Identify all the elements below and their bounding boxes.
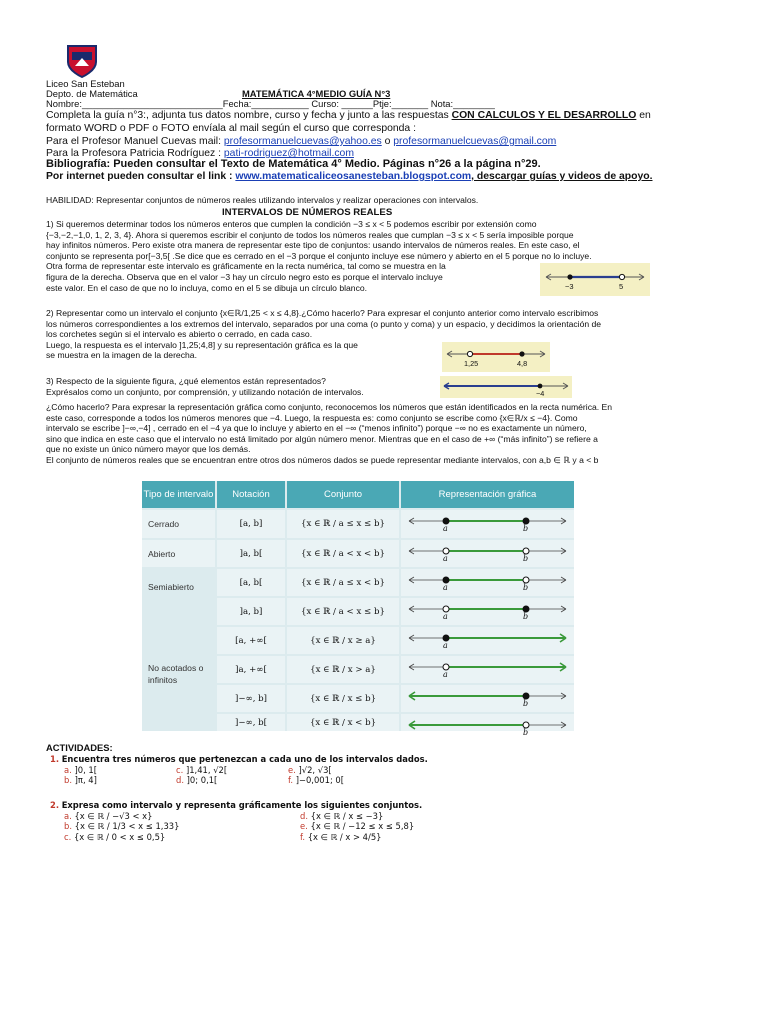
interval-graph — [401, 540, 574, 567]
notation-cell: ]−∞, b] — [217, 685, 285, 712]
interval-graph — [401, 598, 574, 625]
p2-line: se muestra en la imagen de la derecha. — [46, 350, 197, 361]
department: Depto. de Matemática — [46, 88, 138, 99]
p4-line: sino que indica en este caso que el intervalo no está limitado por algún número menor. Mientras que en el caso de +∞ (“más infinito”) se refiere a — [46, 433, 598, 444]
label-a: a — [443, 612, 448, 621]
intro-text: Completa la guía n°3:, adjunta tus datos nombre, curso y fecha y junto a las respuestas — [46, 110, 452, 121]
habilidad-label: HABILIDAD: — [46, 195, 94, 205]
p3-line: Exprésalos como un conjunto, por comprensión, y utilizando notación de intervalos. — [46, 386, 364, 397]
graph-cell — [401, 656, 574, 683]
p1-line: hay infinitos números. Pero existe otra manera de representar este tipo de conjuntos: usando intervalos de números reales. En este caso, el — [46, 240, 580, 251]
set-cell: {x ∈ ℝ / a < x < b} — [287, 540, 399, 567]
notation-cell: ]−∞, b[ — [217, 714, 285, 731]
intro-or: o — [381, 136, 394, 147]
item-text: {x ∈ ℝ / −12 ≤ x ≤ 5,8} — [310, 821, 415, 831]
interval-graph — [401, 627, 574, 654]
item-text: ]0; 0,1[ — [186, 775, 218, 785]
item-letter: e. — [288, 764, 296, 775]
item-letter: d. — [176, 775, 184, 785]
paragraph-3 — [46, 376, 364, 397]
item-text: {x ∈ ℝ / 0 < x ≤ 0,5} — [73, 831, 166, 842]
item-letter: a. — [64, 764, 72, 775]
set-cell: {x ∈ ℝ / x ≥ a} — [287, 627, 399, 654]
number-line-figure-3 — [440, 376, 572, 398]
label-a: a — [443, 583, 448, 592]
internet-suffix: , descargar guías y videos de apoyo. — [471, 171, 653, 182]
graph-cell — [401, 598, 574, 625]
item-letter: e. — [300, 821, 308, 831]
intro-emphasis: CON CALCULOS Y EL DESARROLLO — [451, 110, 637, 121]
item-text: ]0, 1[ — [74, 764, 97, 775]
graph-cell — [401, 714, 574, 737]
school-logo — [66, 44, 98, 78]
intro-line-1 — [46, 110, 726, 122]
paragraph-4 — [46, 402, 746, 466]
intro-line-3 — [46, 136, 726, 148]
interval-graph — [401, 656, 574, 683]
p1-line: 1) Si queremos determinar todos los números enteros que cumplen la condición −3 ≤ x < 5 podemos escribir por extensión como — [46, 219, 537, 229]
activity-1 — [50, 754, 430, 786]
graph-cell — [401, 627, 574, 654]
habilidad-text: Representar conjuntos de números reales utilizando intervalos y realizar operaciones con intervalos. — [93, 195, 479, 205]
q1-text: Encuentra tres números que pertenezcan a cada uno de los intervalos dados. — [61, 754, 428, 764]
item-letter: c. — [176, 764, 184, 775]
notation-cell: [a, +∞[ — [217, 627, 285, 654]
intro-line-2: formato WORD o PDF o FOTO envíala al mail según el curso que corresponda : — [46, 123, 416, 134]
label-b: b — [523, 612, 529, 621]
internet-line — [46, 170, 653, 183]
graph-cell — [401, 510, 574, 538]
header-type: Tipo de intervalo — [142, 481, 215, 508]
activities-title: ACTIVIDADES: — [46, 742, 113, 753]
item-letter: c. — [64, 831, 72, 842]
item-text: {x ∈ ℝ / −√3 < x} — [74, 810, 153, 821]
item-text: ]π, 4] — [74, 775, 97, 785]
p1-line: Otra forma de representar este intervalo es gráficamente en la recta numérica, tal como se muestra en la — [46, 261, 446, 272]
number-line-1 — [540, 263, 650, 296]
q1-item — [288, 775, 408, 786]
email-link-gmail[interactable]: profesormanuelcuevas@gmail.com — [393, 136, 557, 147]
interval-graph — [401, 714, 574, 731]
item-letter: d. — [300, 810, 308, 821]
number-line-2 — [442, 342, 550, 372]
interval-graph — [401, 685, 574, 712]
fig1-label-a: −3 — [565, 282, 574, 291]
label-a: a — [443, 641, 448, 650]
interval-graph — [401, 510, 574, 538]
set-cell: {x ∈ ℝ / x ≤ b} — [287, 685, 399, 712]
q1-number: 1. — [50, 754, 60, 764]
q1-item — [64, 775, 176, 786]
graph-cell — [401, 540, 574, 567]
label-a: a — [443, 670, 448, 679]
q2-item — [300, 832, 440, 843]
notation-cell: [a, b[ — [217, 569, 285, 596]
item-text: ]−0,001; 0[ — [295, 775, 345, 785]
notation-cell: ]a, b[ — [217, 540, 285, 567]
item-text: {x ∈ ℝ / 1/3 < x ≤ 1,33} — [74, 821, 180, 831]
label-a: a — [443, 554, 448, 563]
label-b: b — [523, 583, 529, 592]
q1-item — [64, 765, 176, 776]
student-fields: Nombre:___________________________Fecha:___________ Curso: ______Ptje:_______ Nota:________ — [46, 98, 495, 109]
q1-item — [176, 775, 288, 786]
fig3-label-a: −4 — [536, 389, 545, 398]
p4-line: intervalo se escribe ]−∞,−4] , cerrado en el −4 ya que lo incluye y abierto en el −∞ (“menos infinito”) porque −∞ no es exactamente un número, — [46, 423, 587, 434]
internet-label: Por internet pueden consultar el link : — [46, 171, 236, 182]
q1-item — [176, 765, 288, 776]
item-text: ]1,41, √2[ — [185, 764, 228, 775]
intro-text-end: en — [636, 110, 651, 121]
p4-line: ¿Cómo hacerlo? Para expresar la representación gráfica como conjunto, reconocemos los números que están identificados en la recta numérica. En — [46, 402, 613, 412]
q1-item — [288, 765, 408, 776]
p1-line: {−3,−2,−1,0, 1, 2, 3, 4}. Ahora si queremos escribir el conjunto de todos los números reales que cumplan −3 ≤ x < 5 sería imposible porque — [46, 229, 574, 240]
paragraph-2 — [46, 308, 746, 361]
p1-line: este valor. En el caso de que no lo incluya, como en el 5 se dibuja un círculo blanco. — [46, 282, 368, 293]
type-halfopen: Semiabierto — [148, 582, 194, 592]
type-closed: Cerrado — [142, 510, 215, 538]
type-open: Abierto — [142, 540, 215, 567]
fig2-label-b: 4,8 — [517, 359, 528, 368]
label-b: b — [523, 554, 529, 563]
p4-line: este caso, corresponde a todos los números menores que −4. Luego, la respuesta es: como conjunto se escribe como {x∈ℝ/x ≤ −4}. Como — [46, 412, 578, 423]
email-link-yahoo[interactable]: profesormanuelcuevas@yahoo.es — [223, 136, 382, 147]
q2-item — [300, 821, 440, 832]
school-name: Liceo San Esteban — [46, 78, 125, 89]
header-graph: Representación gráfica — [401, 481, 574, 508]
q2-item — [300, 811, 440, 822]
blog-link[interactable]: www.matematicaliceosanesteban.blogspot.com — [235, 171, 472, 182]
item-letter: a. — [64, 810, 72, 821]
item-text: ]√2, √3[ — [298, 764, 332, 775]
set-cell: {x ∈ ℝ / a < x ≤ b} — [287, 598, 399, 625]
p4-line: que no existe un único número mayor que los demás. — [46, 444, 251, 455]
header-notation: Notación — [217, 481, 285, 508]
p3-line: 3) Respecto de la siguiente figura, ¿qué elementos están representados? — [46, 376, 326, 386]
number-line-figure-2 — [442, 342, 550, 372]
p2-line: Luego, la respuesta es el intervalo ]1,25;4,8] y su representación gráfica es la que — [46, 339, 358, 350]
item-letter: b. — [64, 821, 72, 831]
label-a: a — [443, 524, 448, 533]
graph-cell — [401, 569, 574, 596]
number-line-figure-1 — [540, 263, 650, 296]
q1-items — [50, 765, 430, 786]
email-link-hotmail[interactable]: pati-rodriguez@hotmail.com — [223, 148, 354, 159]
activity-2 — [50, 800, 440, 842]
p1-line: figura de la derecha. Observa que en el valor −3 hay un círculo negro esto es porque el intervalo incluye — [46, 271, 443, 282]
set-cell: {x ∈ ℝ / a ≤ x < b} — [287, 569, 399, 596]
header-set: Conjunto — [287, 481, 399, 508]
set-cell: {x ∈ ℝ / x < b} — [287, 714, 399, 731]
intro-label: Para el Profesor Manuel Cuevas mail: — [46, 136, 224, 147]
item-text: {x ∈ ℝ / x > 4/5} — [307, 831, 382, 842]
item-letter: f. — [288, 775, 294, 785]
q2-items — [50, 811, 440, 843]
label-b: b — [523, 524, 529, 533]
type-unbounded: No acotados o infinitos — [148, 663, 204, 685]
habilidad — [46, 195, 726, 206]
interval-graph — [401, 569, 574, 596]
label-b: b — [523, 728, 529, 737]
p2-line: 2) Representar como un intervalo el conjunto {x∈ℝ/1,25 < x ≤ 4,8}.¿Cómo hacerlo? Para expresar el conjunto anterior como intervalo escribimos — [46, 308, 599, 318]
page-title: MATEMÁTICA 4°MEDIO GUÍA N°3 — [242, 88, 391, 99]
notation-cell: ]a, b] — [217, 598, 285, 625]
q2-item — [64, 821, 300, 832]
notation-cell: ]a, +∞[ — [217, 656, 285, 683]
fig2-label-a: 1,25 — [464, 359, 479, 368]
item-text: {x ∈ ℝ / x ≤ −3} — [310, 810, 384, 821]
q2-text: Expresa como intervalo y representa gráficamente los siguientes conjuntos. — [61, 800, 423, 810]
set-cell: {x ∈ ℝ / x > a} — [287, 656, 399, 683]
notation-cell: [a, b] — [217, 510, 285, 538]
p4-line: El conjunto de números reales que se encuentran entre otros dos números dados se puede representar mediante intervalos, con a,b ∈ ℝ y a < b — [46, 454, 599, 465]
q2-number: 2. — [50, 800, 60, 810]
item-letter: b. — [64, 775, 72, 785]
intro-label-2: Para la Profesora Patricia Rodríguez : — [46, 148, 224, 159]
p1-line: conjunto se representa por[−3,5[ .Se dice que es cerrado en el −3 porque el conjunto incluye ese número y abierto en el 5 porque no lo incluye. — [46, 250, 592, 261]
bibliography: Bibliografía: Pueden consultar el Texto de Matemática 4° Medio. Páginas n°26 a la página n°29. — [46, 158, 541, 170]
set-cell: {x ∈ ℝ / a ≤ x ≤ b} — [287, 510, 399, 538]
number-line-3 — [440, 376, 572, 398]
item-letter: f. — [300, 831, 306, 842]
q2-item — [64, 832, 300, 843]
label-b: b — [523, 699, 529, 708]
q2-item — [64, 811, 300, 822]
fig1-label-b: 5 — [619, 282, 624, 291]
section-title: INTERVALOS DE NÚMEROS REALES — [222, 207, 393, 218]
p2-line: los números correspondientes a los extremos del intervalo, separados por una coma (o punto y coma) y un espacio, y decidimos la orientación de — [46, 318, 602, 329]
p2-line: los corchetes según si el intervalo es abierto o cerrado, en cada caso. — [46, 329, 313, 340]
graph-cell — [401, 685, 574, 712]
intervals-table — [142, 481, 574, 737]
